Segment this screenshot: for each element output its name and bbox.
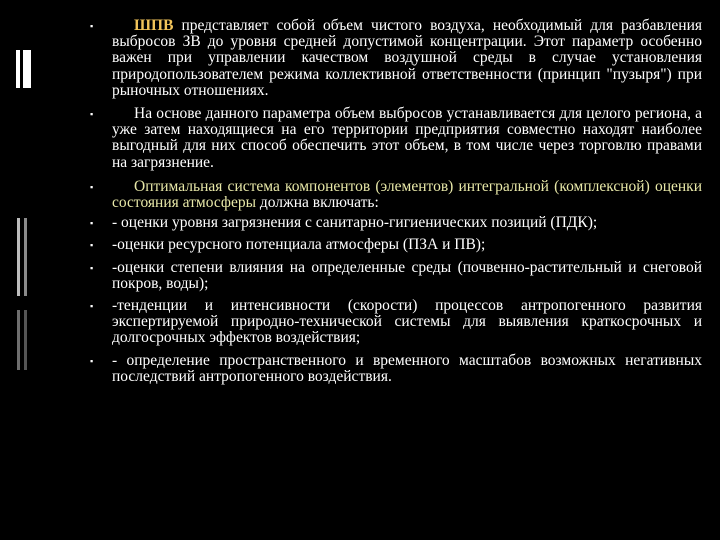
list-item bbox=[84, 179, 702, 211]
list-item bbox=[84, 298, 702, 347]
decor-bar-white-2 bbox=[23, 50, 31, 88]
bullet-text: - определение пространственного и временного масштабов возможных негативных последствий антропогенного воздействия. bbox=[112, 351, 702, 385]
bullet-square-icon bbox=[84, 237, 112, 253]
bullet-square-icon bbox=[84, 18, 112, 34]
decor-bar-white-1 bbox=[16, 50, 20, 88]
decor-bar-gray-1 bbox=[17, 218, 20, 296]
decor-bar-gray-3 bbox=[17, 310, 20, 370]
bullet-text: ШПВ представляет собой объем чистого воздуха, необходимый для разбавления выбросов ЗВ до уровня средней допустимой концентрации. Этот параметр особенно важен при управлении качеством воздушной среды в случае установления природопользователем режима коллективной ответственности (принцип "пузыря") при рыночных отношениях. bbox=[112, 17, 702, 99]
bullet-text: - оценки уровня загрязнения с санитарно-гигиенических позиций (ПДК); bbox=[112, 214, 598, 232]
bullet-square-icon bbox=[84, 215, 112, 231]
bullet-square-icon bbox=[84, 260, 112, 276]
bullet-text: -тенденции и интенсивности (скорости) процессов антропогенного развития экспертируемой природно-технической системы для выявления краткосрочных и долгосрочных эффектов воздействия; bbox=[112, 297, 702, 347]
list-item bbox=[84, 106, 702, 171]
highlighted-phrase: Оптимальная система компонентов (элементов) интегральной (комплексной) оценки состояния атмосферы bbox=[112, 177, 702, 212]
list-item bbox=[84, 353, 702, 385]
bullet-square-icon bbox=[84, 298, 112, 314]
decor-bar-gray-4 bbox=[24, 310, 27, 370]
term-shpv: ШПВ bbox=[134, 17, 174, 34]
bullet-text: Оптимальная система компонентов (элементов) интегральной (комплексной) оценки состояния атмосферы должна включать: bbox=[112, 177, 702, 212]
bullet-square-icon bbox=[84, 106, 112, 122]
slide-content bbox=[84, 18, 702, 385]
list-item bbox=[84, 18, 702, 99]
bullet-text: На основе данного параметра объем выбросов устанавливается для целого региона, а уже затем находящиеся на его территории предприятия совместно находят наиболее выгодный для них способ обеспечить этот объем, в том числе через торговлю правами на загрязнение. bbox=[112, 105, 702, 171]
bullet-text: -оценки степени влияния на определенные среды (почвенно-растительный и снеговой покров, воды); bbox=[112, 258, 702, 292]
bullet-text: -оценки ресурсного потенциала атмосферы (ПЗА и ПВ); bbox=[112, 236, 486, 254]
bullet-square-icon bbox=[84, 353, 112, 369]
decor-bar-gray-2 bbox=[24, 218, 27, 296]
list-item bbox=[84, 260, 702, 292]
bullet-square-icon bbox=[84, 179, 112, 195]
list-item bbox=[84, 215, 702, 231]
list-item bbox=[84, 237, 702, 253]
